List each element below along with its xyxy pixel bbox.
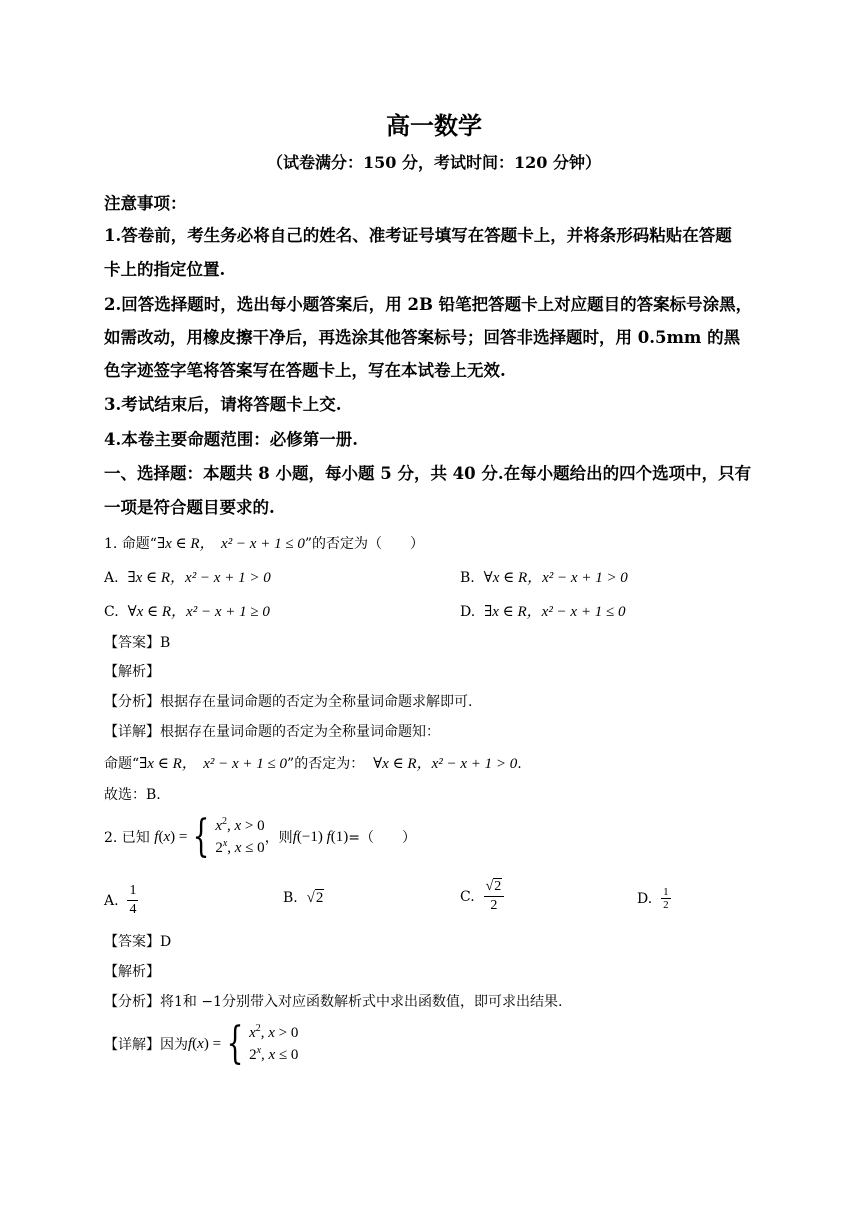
q1-analysis-heading: 【解析】 [104,664,160,680]
q2-analysis-heading: 【解析】 [104,964,160,980]
q1-fenxi: 【分析】根据存在量词命题的否定为全称量词命题求解即可. [104,694,473,710]
notice-1-line-1: 1.答卷前，考生务必将自己的姓名、准考证号填写在答题卡上，并将条形码粘贴在答题 [104,226,732,245]
section-heading-line-2: 一项是符合题目要求的. [104,498,275,517]
section-heading-line-1: 一、选择题：本题共 8 小题，每小题 5 分，共 40 分.在每小题给出的四个选项中，只有 [104,464,752,483]
q2-xiangjie: 【详解】因为 f(x) = { $x^2$, x > 0 2$^x$, x ≤ 0 [104,1018,299,1069]
expression-f-values: f(−1) f(1) [292,828,349,845]
question-2-stem: 2. 已知 f(x) = { $x^2$, x > 0 2$^x$, x ≤ 0 ，则 f(−1) f(1) =（ ） [104,811,416,862]
piecewise-cases-repeat: $x^2$, x > 0 2$^x$, x ≤ 0 [249,1023,299,1063]
notice-heading: 注意事项： [104,194,187,213]
q2-answer: 【答案】D [104,934,172,950]
q2-fenxi: 【分析】将1和 −1分别带入对应函数解析式中求出函数值，即可求出结果. [104,994,563,1010]
page-title: 高一数学 [386,111,482,140]
notice-2-line-1: 2.回答选择题时，选出每小题答案后，用 2B 铅笔把答题卡上对应题目的答案标号涂黑， [104,295,753,314]
q1-xiangjie: 【详解】根据存在量词命题的否定为全称量词命题知： [104,724,440,740]
notice-1-line-2: 卡上的指定位置. [104,260,226,279]
q1-result: 命题“∃x ∈ R， x² − x + 1 ≤ 0”的否定为： ∀x ∈ R，x² − x + 1 > 0. [104,756,522,772]
notice-2-line-2: 如需改动，用橡皮擦干净后，再选涂其他答案标号；回答非选择题时，用 0.5mm 的黑 [104,328,741,347]
question-1-stem: 1. 命题“∃x ∈ R， x² − x + 1 ≤ 0”的否定为（ ） [104,536,424,552]
q1-option-d[interactable]: D. ∃x ∈ R，x² − x + 1 ≤ 0 [460,604,626,620]
q2-option-b[interactable]: B. √2 [283,890,324,906]
notice-3: 3.考试结束后，请将答题卡上交. [104,395,342,414]
notice-2-line-3: 色字迹签字笔将答案写在答题卡上，写在本试卷上无效. [104,361,506,380]
q1-option-b[interactable]: B. ∀x ∈ R，x² − x + 1 > 0 [460,570,628,586]
q1-conclusion: 故选：B. [104,787,161,803]
q2-option-a[interactable]: A. $\frac{1}{4}$ [104,883,137,917]
piecewise-cases: $x^2$, x > 0 2$^x$, x ≤ 0 [215,816,265,856]
q2-option-d[interactable]: D. $\frac{1}{2}$ [637,886,669,911]
q1-answer: 【答案】B [104,635,171,651]
q2-option-c[interactable]: C. $\frac{√2}{2}$ [460,878,504,915]
exam-info: （试卷满分：150 分，考试时间：120 分钟） [267,153,601,172]
q1-option-c[interactable]: C. ∀x ∈ R，x² − x + 1 ≥ 0 [104,604,270,620]
notice-4: 4.本卷主要命题范围：必修第一册. [104,430,358,449]
function-f-x: f(x) = [154,828,188,845]
q1-option-a[interactable]: A. ∃x ∈ R，x² − x + 1 > 0 [104,570,271,586]
